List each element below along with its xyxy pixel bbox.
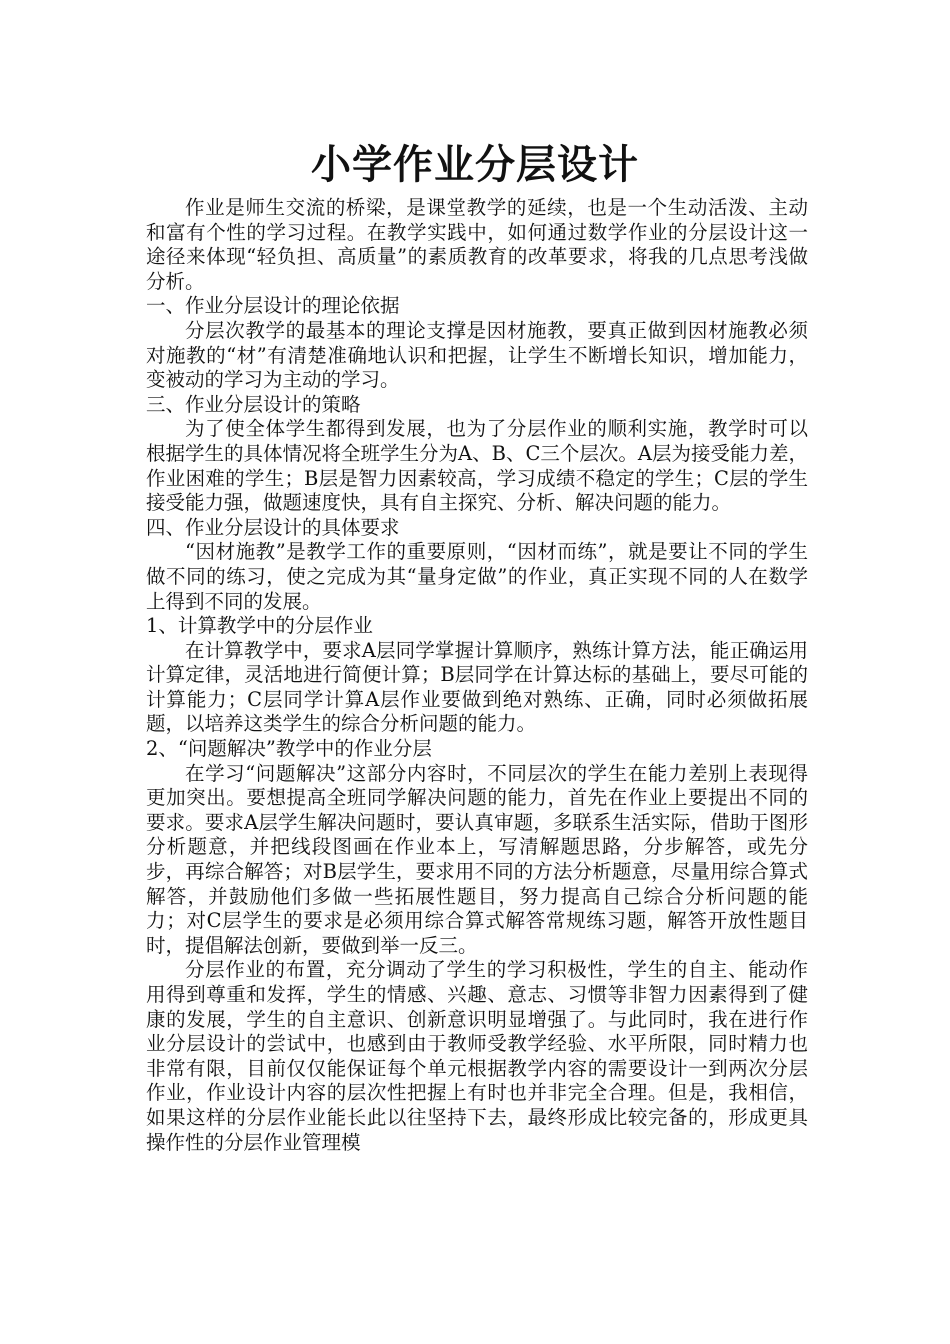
section-heading-strategy: 三、作业分层设计的策略 xyxy=(146,392,361,416)
section-heading-requirements: 四、作业分层设计的具体要求 xyxy=(146,515,400,539)
document-body xyxy=(146,196,808,1155)
paragraph-calculation: 在计算教学中，要求A层同学掌握计算顺序，熟练计算方法，能正确运用计算定律，灵活地进行简便计算；B层同学在计算达标的基础上，要尽可能的计算能力；C层同学计算A层作业要做到绝对熟练、正确，同时必须做拓展题，以培养这类学生的综合分析问题的能力。 xyxy=(146,638,808,736)
paragraph-theory: 分层次教学的最基本的理论支撑是因材施教，要真正做到因材施教必须对施教的“材”有清楚准确地认识和把握，让学生不断增长知识，增加能力，变被动的学习为主动的学习。 xyxy=(146,318,808,392)
paragraph-conclusion: 分层作业的布置，充分调动了学生的学习积极性，学生的自主、能动作用得到尊重和发挥，学生的情感、兴趣、意志、习惯等非智力因素得到了健康的发展，学生的自主意识、创新意识明显增强了。与此同时，我在进行作业分层设计的尝试中，也感到由于教师受教学经验、水平所限，同时精力也非常有限，目前仅仅能保证每个单元根据教学内容的需要设计一到两次分层作业，作业设计内容的层次性把握上有时也并非完全合理。但是，我相信，如果这样的分层作业能长此以往坚持下去，最终形成比较完备的，形成更具操作性的分层作业管理模 xyxy=(146,958,808,1154)
paragraph-requirements: “因材施教”是教学工作的重要原则，“因材而练”，就是要让不同的学生做不同的练习，使之完成为其“量身定做”的作业，真正实现不同的人在数学上得到不同的发展。 xyxy=(146,540,808,613)
document-title: 小学作业分层设计 xyxy=(311,142,639,188)
paragraph-problem-solving: 在学习“问题解决”这部分内容时，不同层次的学生在能力差别上表现得更加突出。要想提高全班同学解决问题的能力，首先在作业上要提出不同的要求。要求A层学生解决问题时，要认真审题，多联系生活实际，借助于图形分析题意，并把线段图画在作业本上，写清解题思路，分步解答，或先分步，再综合解答；对B层学生，要求用不同的方法分析题意，尽量用综合算式解答，并鼓励他们多做一些拓展性题目，努力提高自己综合分析问题的能力；对C层学生的要求是必须用综合算式解答常规练习题，解答开放性题目时，提倡解法创新，要做到举一反三。 xyxy=(146,761,808,957)
paragraph-intro: 作业是师生交流的桥梁，是课堂教学的延续，也是一个生动活泼、主动和富有个性的学习过程。在教学实践中，如何通过数学作业的分层设计这一途径来体现“轻负担、高质量”的素质教育的改革要求，将我的几点思考浅做分析。 xyxy=(146,196,808,293)
section-heading-theory: 一、作业分层设计的理论依据 xyxy=(146,294,400,318)
subsection-heading-calculation: 1、计算教学中的分层作业 xyxy=(146,614,373,638)
subsection-heading-problem-solving: 2、“问题解决”教学中的作业分层 xyxy=(146,737,432,761)
paragraph-strategy: 为了使全体学生都得到发展，也为了分层作业的顺利实施，教学时可以根据学生的具体情况将全班学生分为A、B、C三个层次。A层为接受能力差，作业困难的学生；B层是智力因素较高，学习成绩不稳定的学生；C层的学生接受能力强，做题速度快，具有自主探究、分析、解决问题的能力。 xyxy=(146,417,808,515)
